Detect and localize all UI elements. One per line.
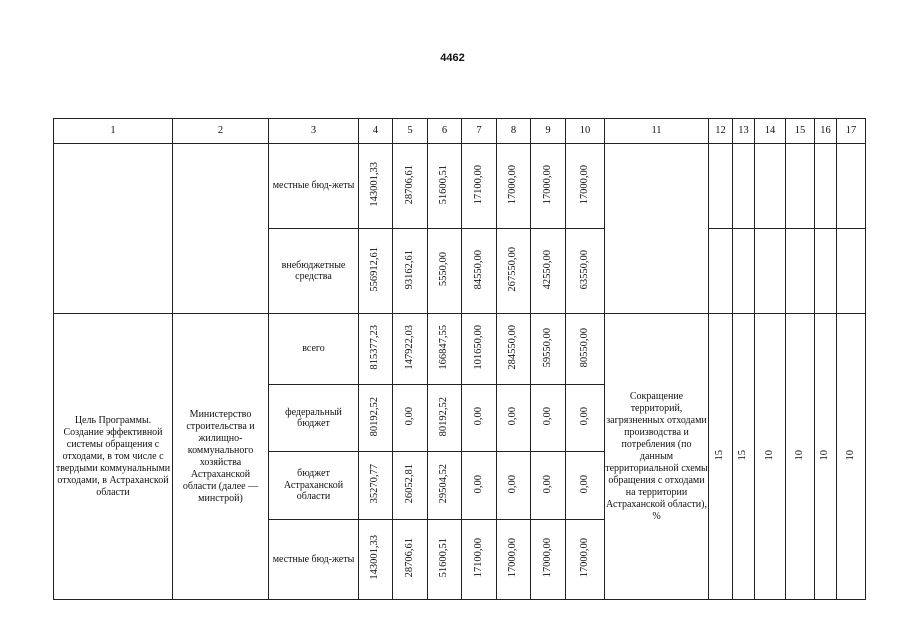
value-cell: 51600,51 <box>428 520 462 600</box>
empty-cell <box>786 229 815 314</box>
program-executor: Министерство строительства и жилищно-коммунального хозяйства Астраханской области (далее — минстрой) <box>173 314 269 600</box>
target-cell: 15 <box>733 314 755 600</box>
empty-cell <box>837 144 866 229</box>
program-table <box>53 118 866 600</box>
col-header: 10 <box>566 119 605 144</box>
col-header: 4 <box>359 119 393 144</box>
program-goal: Цель Программы. Создание эффективной системы обращения с отходами, в том числе с твердыми коммунальными отходами, в Астраханской области <box>54 314 173 600</box>
value-cell: 80192,52 <box>359 385 393 452</box>
value-cell: 147922,03 <box>393 314 428 385</box>
funding-source: местные бюд-жеты <box>269 144 359 229</box>
value-cell: 17100,00 <box>462 144 497 229</box>
funding-source: федеральный бюджет <box>269 385 359 452</box>
empty-executor-cell <box>173 144 269 314</box>
value-cell: 59550,00 <box>531 314 566 385</box>
col-header: 2 <box>173 119 269 144</box>
empty-cell <box>709 144 733 229</box>
target-cell: 10 <box>755 314 786 600</box>
table-header-row <box>54 119 866 144</box>
col-header: 5 <box>393 119 428 144</box>
value-cell: 80550,00 <box>566 314 605 385</box>
empty-cell <box>709 229 733 314</box>
value-cell: 17000,00 <box>531 144 566 229</box>
value-cell: 0,00 <box>566 385 605 452</box>
value-cell: 93162,61 <box>393 229 428 314</box>
funding-source: внебюджетные средства <box>269 229 359 314</box>
funding-source: местные бюд-жеты <box>269 520 359 600</box>
value-cell: 17000,00 <box>497 520 531 600</box>
col-header: 16 <box>815 119 837 144</box>
target-cell: 10 <box>815 314 837 600</box>
value-cell: 28706,61 <box>393 520 428 600</box>
value-cell: 556912,61 <box>359 229 393 314</box>
value-cell: 17100,00 <box>462 520 497 600</box>
col-header: 13 <box>733 119 755 144</box>
page-number: 4462 <box>440 52 465 64</box>
empty-cell <box>815 144 837 229</box>
target-cell: 10 <box>837 314 866 600</box>
col-header: 8 <box>497 119 531 144</box>
empty-cell <box>786 144 815 229</box>
col-header: 12 <box>709 119 733 144</box>
col-header: 6 <box>428 119 462 144</box>
value-cell: 26052,81 <box>393 452 428 520</box>
col-header: 7 <box>462 119 497 144</box>
value-cell: 0,00 <box>531 385 566 452</box>
value-cell: 0,00 <box>497 452 531 520</box>
funding-source: бюджет Астраханской области <box>269 452 359 520</box>
value-cell: 815377,23 <box>359 314 393 385</box>
program-indicator: Сокращение территорий, загрязненных отходами производства и потребления (по данным территориальной схемы обращения с отходами на территории Астраханской области), % <box>605 314 709 600</box>
value-cell: 28706,61 <box>393 144 428 229</box>
empty-goal-cell <box>54 144 173 314</box>
value-cell: 63550,00 <box>566 229 605 314</box>
col-header: 15 <box>786 119 815 144</box>
value-cell: 0,00 <box>531 452 566 520</box>
value-cell: 17000,00 <box>497 144 531 229</box>
col-header: 17 <box>837 119 866 144</box>
target-cell: 10 <box>786 314 815 600</box>
funding-source: всего <box>269 314 359 385</box>
value-cell: 84550,00 <box>462 229 497 314</box>
col-header: 1 <box>54 119 173 144</box>
value-cell: 0,00 <box>497 385 531 452</box>
col-header: 14 <box>755 119 786 144</box>
value-cell: 143001,33 <box>359 144 393 229</box>
empty-cell <box>733 144 755 229</box>
empty-indicator-cell <box>605 144 709 314</box>
value-cell: 17000,00 <box>566 144 605 229</box>
value-cell: 51600,51 <box>428 144 462 229</box>
empty-cell <box>755 229 786 314</box>
value-cell: 35270,77 <box>359 452 393 520</box>
value-cell: 101650,00 <box>462 314 497 385</box>
value-cell: 0,00 <box>462 452 497 520</box>
value-cell: 5550,00 <box>428 229 462 314</box>
value-cell: 17000,00 <box>531 520 566 600</box>
empty-cell <box>837 229 866 314</box>
value-cell: 0,00 <box>566 452 605 520</box>
target-cell: 15 <box>709 314 733 600</box>
value-cell: 29504,52 <box>428 452 462 520</box>
table-row <box>54 314 866 385</box>
value-cell: 166847,55 <box>428 314 462 385</box>
table-row <box>54 144 866 229</box>
empty-cell <box>755 144 786 229</box>
col-header: 3 <box>269 119 359 144</box>
empty-cell <box>815 229 837 314</box>
value-cell: 17000,00 <box>566 520 605 600</box>
col-header: 9 <box>531 119 566 144</box>
value-cell: 42550,00 <box>531 229 566 314</box>
value-cell: 0,00 <box>462 385 497 452</box>
empty-cell <box>733 229 755 314</box>
col-header: 11 <box>605 119 709 144</box>
value-cell: 284550,00 <box>497 314 531 385</box>
value-cell: 143001,33 <box>359 520 393 600</box>
value-cell: 80192,52 <box>428 385 462 452</box>
value-cell: 0,00 <box>393 385 428 452</box>
value-cell: 267550,00 <box>497 229 531 314</box>
